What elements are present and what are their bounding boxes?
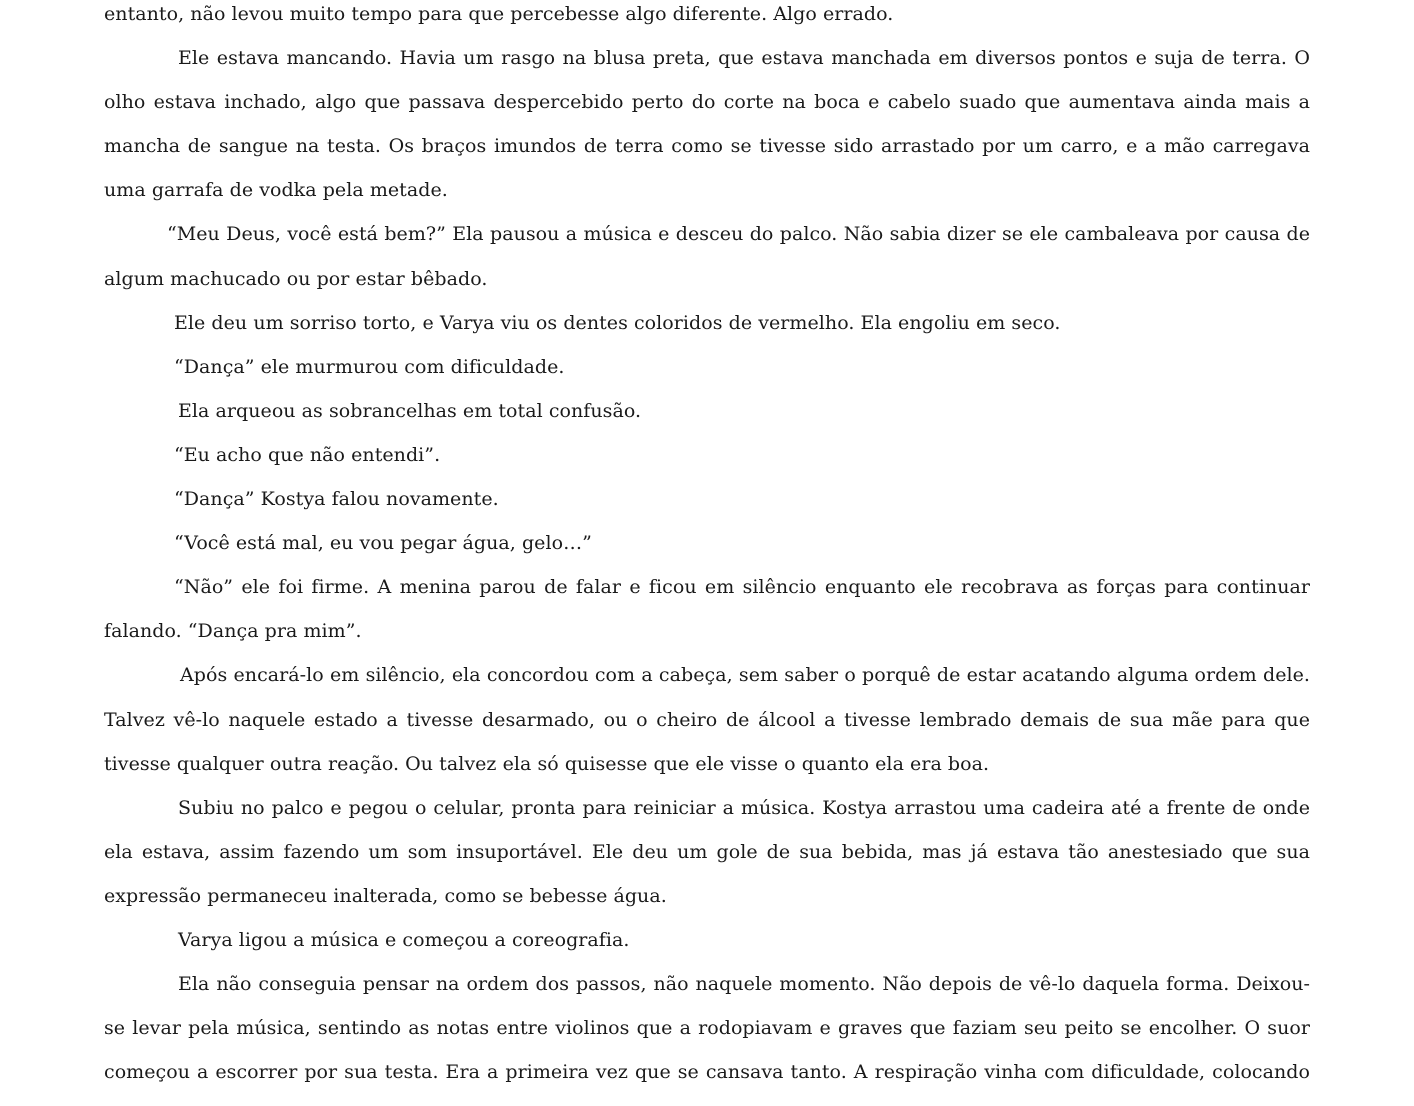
document-page <box>104 0 1310 1094</box>
paragraph: “Dança” Kostya falou novamente. <box>174 488 499 511</box>
paragraph-continues: Ela não conseguia pensar na ordem dos passos, não naquele momento. Não depois de vê-lo daquela forma. Deixou-se levar pela música, sentindo as notas entre violinos que a rodopiavam e graves que faziam seu peito se encolher. O suor começou a escorrer por sua testa. Era a primeira vez que se cansava tanto. A respiração vinha com dificuldade, colocando <box>104 973 1310 1084</box>
paragraph: “Dança” ele murmurou com dificuldade. <box>174 355 565 378</box>
paragraph: “Meu Deus, você está bem?” Ela pausou a música e desceu do palco. Não sabia dizer se ele cambaleava por causa de algum machucado ou por estar bêbado. <box>104 223 1310 290</box>
paragraph: Subiu no palco e pegou o celular, pronta para reiniciar a música. Kostya arrastou uma cadeira até a frente de onde ela estava, assim fazendo um som insuportável. Ele deu um gole de sua bebida, mas já estava tão anestesiado que sua expressão permaneceu inalterada, como se bebesse água. <box>104 796 1310 907</box>
paragraph: “Não” ele foi firme. A menina parou de falar e ficou em silêncio enquanto ele recobrava as forças para continuar falando. “Dança pra mim”. <box>104 576 1310 643</box>
paragraph: “Eu acho que não entendi”. <box>174 443 441 466</box>
paragraph: Ele deu um sorriso torto, e Varya viu os dentes coloridos de vermelho. Ela engoliu em seco. <box>174 311 1061 334</box>
paragraph: Ela arqueou as sobrancelhas em total confusão. <box>178 399 642 422</box>
paragraph: Varya ligou a música e começou a coreografia. <box>178 928 630 951</box>
paragraph-continuation: entanto, não levou muito tempo para que percebesse algo diferente. Algo errado. <box>104 3 894 25</box>
paragraph: Ele estava mancando. Havia um rasgo na blusa preta, que estava manchada em diversos pontos e suja de terra. O olho estava inchado, algo que passava despercebido perto do corte na boca e cabelo suado que aumentava ainda mais a mancha de sangue na testa. Os braços imundos de terra como se tivesse sido arrastado por um carro, e a mão carregava uma garrafa de vodka pela metade. <box>104 47 1310 202</box>
paragraph: Após encará-lo em silêncio, ela concordou com a cabeça, sem saber o porquê de estar acatando alguma ordem dele. Talvez vê-lo naquele estado a tivesse desarmado, ou o cheiro de álcool a tivesse lembrado demais de sua mãe para que tivesse qualquer outra reação. Ou talvez ela só quisesse que ele visse o quanto ela era boa. <box>104 664 1310 775</box>
paragraph: “Você está mal, eu vou pegar água, gelo…” <box>174 532 592 555</box>
